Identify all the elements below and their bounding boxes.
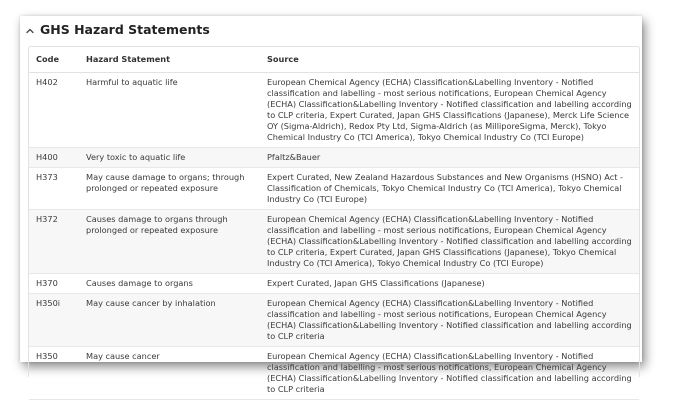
- cell-statement: Harmful to aquatic life: [79, 73, 260, 148]
- hazard-table: [29, 47, 639, 400]
- table-row: [29, 168, 639, 210]
- table-header-row: [29, 47, 639, 73]
- cell-statement: Causes damage to organs: [79, 274, 260, 294]
- cell-code: H370: [29, 274, 79, 294]
- chevron-up-icon[interactable]: [25, 26, 35, 36]
- cell-statement: May cause cancer by inhalation: [79, 294, 260, 347]
- cell-code: H350: [29, 347, 79, 400]
- table-row: [29, 210, 639, 274]
- table-row: [29, 73, 639, 148]
- cell-source: Expert Curated, Japan GHS Classifications (Japanese): [260, 274, 639, 294]
- column-header-source: Source: [260, 47, 639, 73]
- column-header-code: Code: [29, 47, 79, 73]
- cell-source: European Chemical Agency (ECHA) Classification&Labelling Inventory - Notified classification and labelling - most serious notifications, European Chemical Agency (ECHA) Classification&Labelling Inventory - Notified classification and labelling according to CLP criteria, Expert Curated, Japan GHS Classifications (Japanese), Tokyo Chemical Industry Co (TCI America), Tokyo Chemical Industry Co (TCI Europe): [260, 210, 639, 274]
- cell-source: Pfaltz&Bauer: [260, 148, 639, 168]
- ghs-hazard-card: [20, 16, 642, 394]
- cell-code: H400: [29, 148, 79, 168]
- cell-source: European Chemical Agency (ECHA) Classification&Labelling Inventory - Notified classification and labelling - most serious notifications, European Chemical Agency (ECHA) Classification&Labelling Inventory - Notified classification and labelling according to CLP criteria: [260, 294, 639, 347]
- cell-source: European Chemical Agency (ECHA) Classification&Labelling Inventory - Notified classification and labelling - most serious notifications, European Chemical Agency (ECHA) Classification&Labelling Inventory - Notified classification and labelling according to CLP criteria: [260, 347, 639, 400]
- section-title: GHS Hazard Statements: [40, 22, 210, 37]
- cell-code: H373: [29, 168, 79, 210]
- table-row: [29, 294, 639, 347]
- cell-statement: Causes damage to organs through prolonged or repeated exposure: [79, 210, 260, 274]
- hazard-table-container: [28, 46, 640, 394]
- table-row: [29, 274, 639, 294]
- cell-statement: May cause cancer: [79, 347, 260, 400]
- table-row: [29, 148, 639, 168]
- cell-code: H350i: [29, 294, 79, 347]
- cell-source: European Chemical Agency (ECHA) Classification&Labelling Inventory - Notified classification and labelling - most serious notifications, European Chemical Agency (ECHA) Classification&Labelling Inventory - Notified classification and labelling according to CLP criteria, Expert Curated, Japan GHS Classifications (Japanese), Merck Life Science OY (Sigma-Aldrich), Redox Pty Ltd, Sigma-Aldrich (as MilliporeSigma, Merck), Tokyo Chemical Industry Co (TCI America), Tokyo Chemical Industry Co (TCI Europe): [260, 73, 639, 148]
- cell-code: H372: [29, 210, 79, 274]
- cell-statement: May cause damage to organs; through prolonged or repeated exposure: [79, 168, 260, 210]
- table-row: [29, 347, 639, 400]
- section-header[interactable]: [20, 16, 642, 48]
- column-header-statement: Hazard Statement: [79, 47, 260, 73]
- cell-code: H402: [29, 73, 79, 148]
- cell-source: Expert Curated, New Zealand Hazardous Substances and New Organisms (HSNO) Act - Classification of Chemicals, Tokyo Chemical Industry Co (TCI America), Tokyo Chemical Industry Co (TCI Europe): [260, 168, 639, 210]
- cell-statement: Very toxic to aquatic life: [79, 148, 260, 168]
